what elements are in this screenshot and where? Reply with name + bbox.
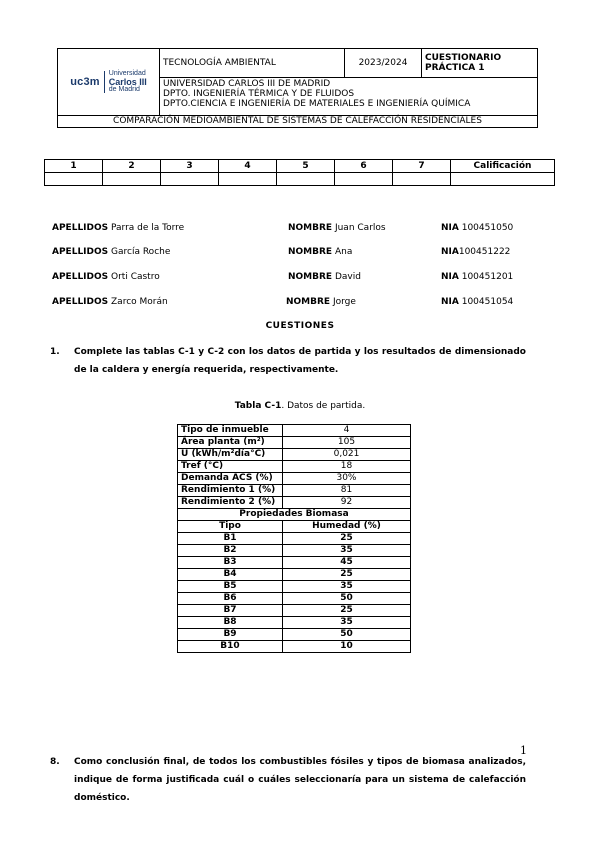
score-cell[interactable] [393,173,451,186]
table-row: B6 50 [178,593,411,605]
student-surname: APELLIDOS García Roche [52,247,171,257]
table-row: B2 35 [178,545,411,557]
table-row: B4 25 [178,569,411,581]
table-row: B9 50 [178,629,411,641]
student-nia: NIA 100451054 [441,297,514,307]
academic-year: 2023/2024 [345,49,422,78]
logo-line2: Carlos III [108,77,147,87]
score-table [44,159,555,186]
score-header: 2 [103,160,161,173]
question-1: 1. Complete las tablas C-1 y C-2 con los datos de partida y los resultados de dimensionado de la caldera y energía requerida, respectivamente. [50,347,526,375]
student-surname: APELLIDOS Orti Castro [52,272,160,282]
university-logo [58,49,160,116]
logo-brand: uc3m [70,76,100,88]
table-row: Rendimiento 1 (%) 81 [178,485,411,497]
score-header: 5 [277,160,335,173]
student-name: NOMBRE Jorge [286,297,356,307]
student-nia: NIA 100451050 [441,223,514,233]
student-name: NOMBRE Juan Carlos [288,223,386,233]
student-name: NOMBRE David [288,272,361,282]
table-row: Rendimiento 2 (%) 92 [178,497,411,509]
score-header: 3 [161,160,219,173]
table-row: Tref (°C) 18 [178,461,411,473]
table-row: U (kWh/m²día°C) 0,021 [178,449,411,461]
score-cell[interactable] [219,173,277,186]
institution-block: UNIVERSIDAD CARLOS III DE MADRID DPTO. INGENIERÍA TÉRMICA Y DE FLUIDOS DPTO.CIENCIA E INGENIERÍA DE MATERIALES E INGENIERÍA QUÍMICA [160,78,538,116]
page-number: 1 [520,744,527,757]
logo-line1: Universidad [108,70,146,77]
table-row: Área planta (m²) 105 [178,437,411,449]
score-header: 1 [45,160,103,173]
grade-cell[interactable] [451,173,555,186]
student-surname: APELLIDOS Parra de la Torre [52,223,185,233]
table-row: B1 25 [178,533,411,545]
table-row: B7 25 [178,605,411,617]
document-subtitle: COMPARACIÓN MEDIOAMBIENTAL DE SISTEMAS DE CALEFACCIÓN RESIDENCIALES [58,116,538,128]
score-header-grade: Calificación [451,160,555,173]
score-cell[interactable] [45,173,103,186]
score-header: 4 [219,160,277,173]
table-row: B8 35 [178,617,411,629]
student-nia: NIA 100451201 [441,272,514,282]
student-name: NOMBRE Ana [288,247,353,257]
table-row: Demanda ACS (%) 30% [178,473,411,485]
document-header [57,48,538,128]
biomass-title-row: Propiedades Biomasa [178,509,411,521]
table-row: B5 35 [178,581,411,593]
table-row: B10 10 [178,641,411,653]
student-nia: NIA100451222 [441,247,511,257]
student-surname: APELLIDOS Zarco Morán [52,297,168,307]
score-header: 7 [393,160,451,173]
table-c1 [177,424,411,653]
biomass-header-row: Tipo Humedad (%) [178,521,411,533]
course-name: TECNOLOGÍA AMBIENTAL [160,49,345,78]
score-cell[interactable] [103,173,161,186]
score-cell[interactable] [335,173,393,186]
question-8: 8. Como conclusión final, de todos los combustibles fósiles y tipos de biomasa analizados, indique de forma justificada cuál o cuáles seleccionaría para un sistema de calefacción doméstico. [50,757,526,803]
table-row: B3 45 [178,557,411,569]
table-row: Tipo de inmueble 4 [178,425,411,437]
document-type: CUESTIONARIO PRÁCTICA 1 [422,49,538,78]
logo-line3: de Madrid [108,86,140,93]
score-cell[interactable] [277,173,335,186]
table-caption: Tabla C-1. Datos de partida. [234,401,366,411]
score-cell[interactable] [161,173,219,186]
questions-heading: CUESTIONES [265,321,335,331]
score-header: 6 [335,160,393,173]
